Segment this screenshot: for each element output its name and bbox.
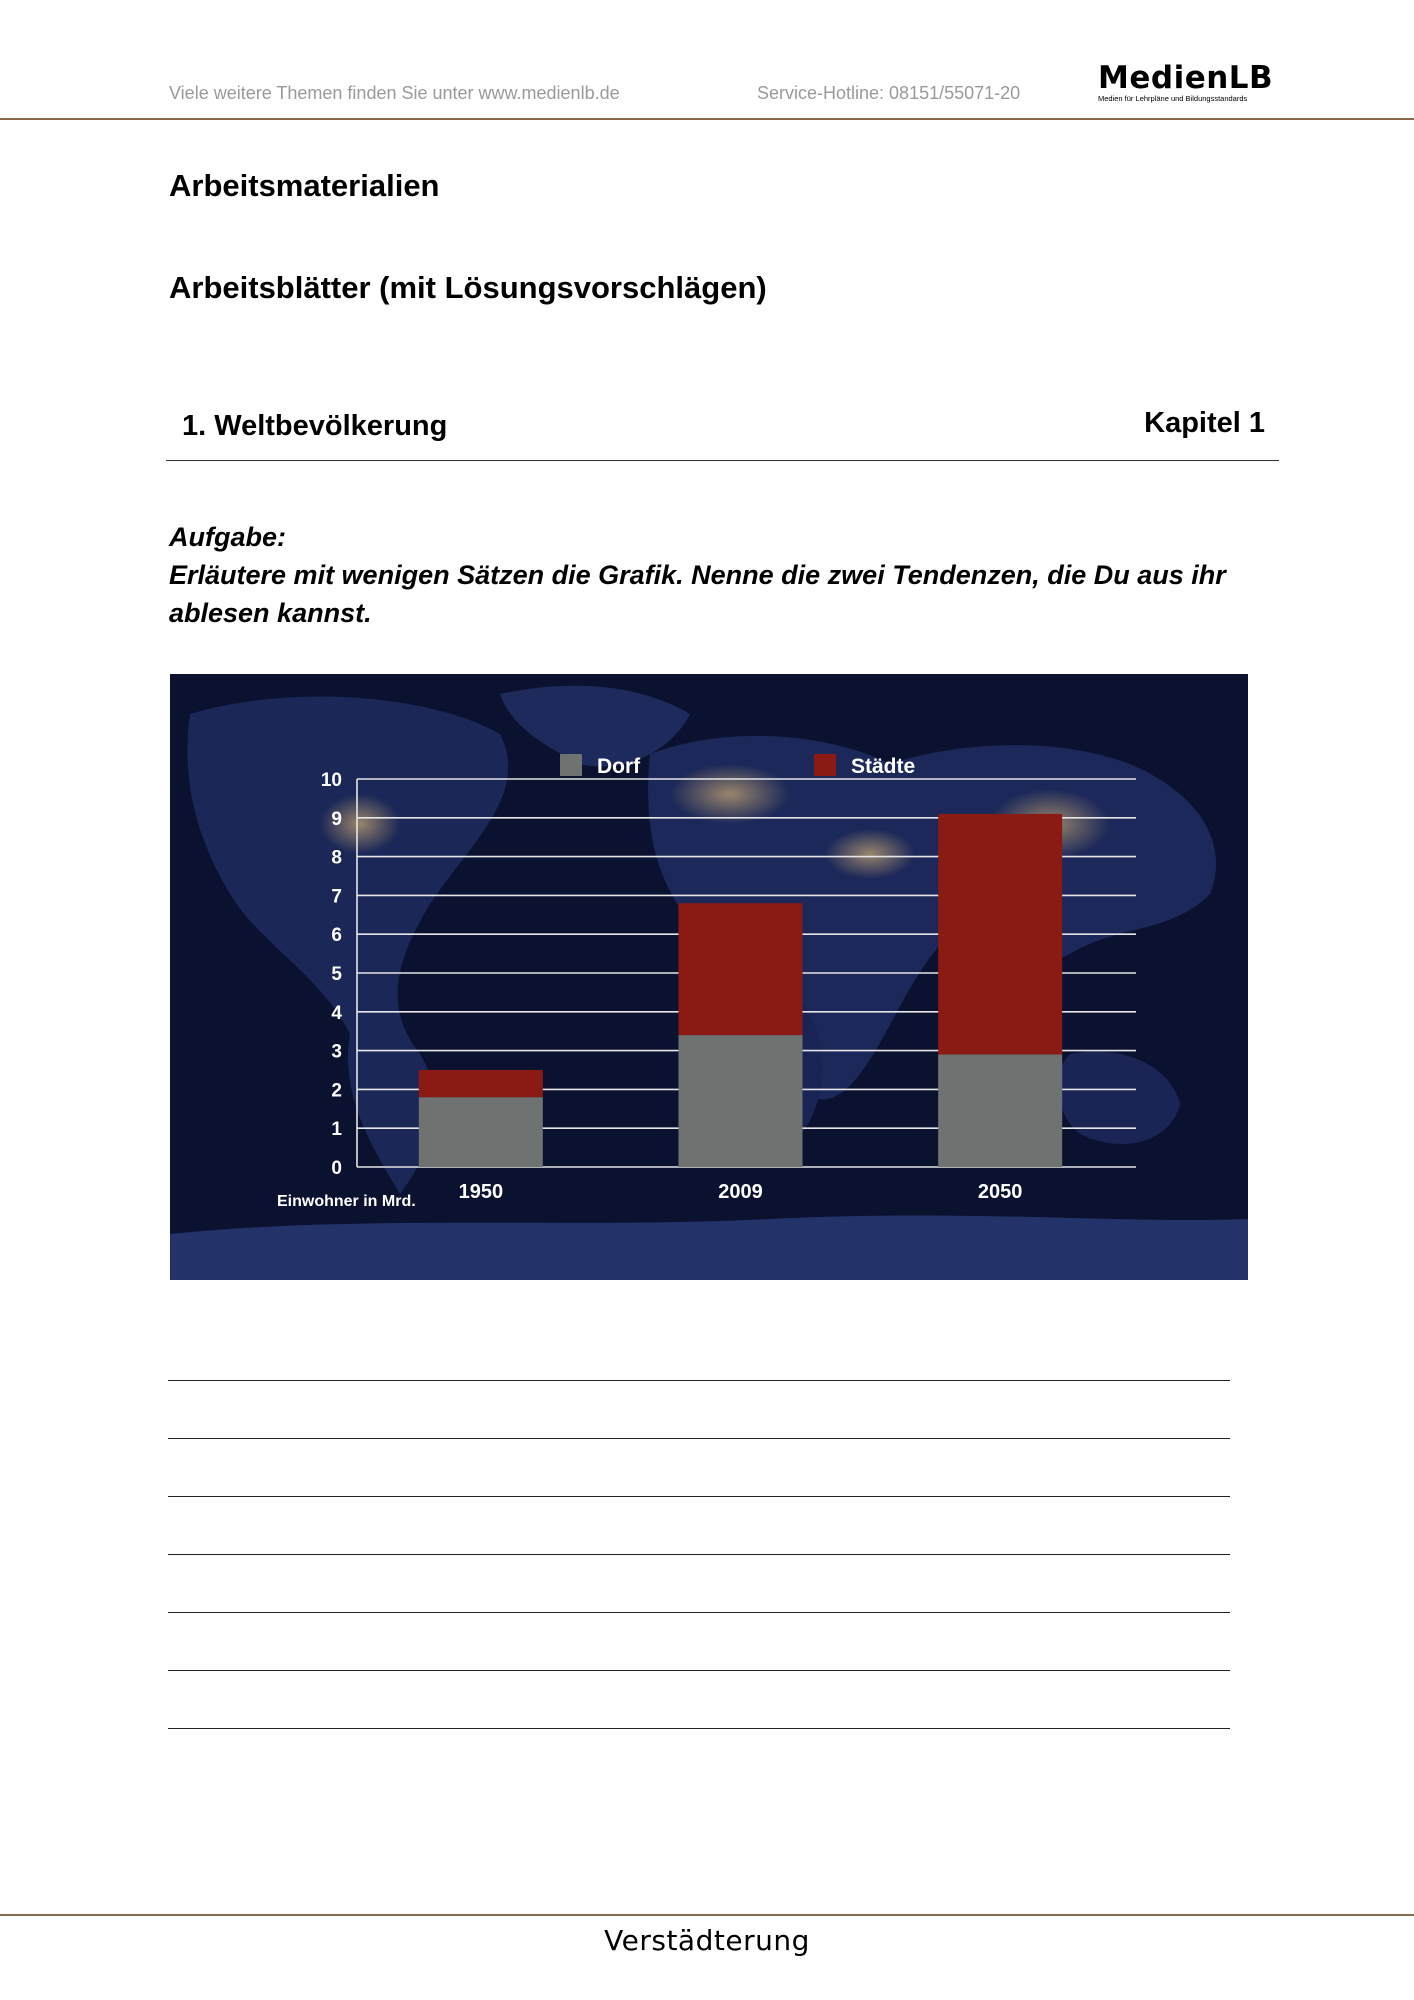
y-tick-label: 9 (331, 808, 342, 830)
bar-segment (419, 1070, 543, 1097)
medienlb-logo (1098, 62, 1290, 103)
legend-label: Dorf (597, 755, 641, 778)
page-header (0, 0, 1414, 120)
logo-tagline: Medien für Lehrpläne und Bildungsstandards (1098, 94, 1248, 103)
y-tick-label: 8 (331, 847, 342, 869)
bar-segment (938, 814, 1062, 1055)
y-tick-label: 3 (331, 1041, 342, 1063)
x-tick-label: 2009 (718, 1181, 763, 1203)
heading-main: Arbeitsmaterialien (169, 168, 440, 203)
answer-line (168, 1613, 1230, 1671)
x-tick-label: 1950 (458, 1181, 504, 1203)
answer-line (168, 1671, 1230, 1729)
bar-segment (938, 1054, 1062, 1167)
y-tick-label: 10 (320, 770, 342, 791)
bar-segment (679, 1035, 803, 1167)
answer-line (168, 1497, 1230, 1555)
bar-segment (679, 903, 803, 1035)
population-chart (170, 674, 1248, 1280)
chart-svg (170, 674, 1248, 1280)
chapter-title: 1. Weltbevölkerung (182, 410, 448, 442)
y-tick-label: 5 (331, 964, 342, 985)
answer-line (168, 1555, 1230, 1613)
page-footer (0, 1914, 1414, 1957)
chapter-row (166, 404, 1279, 461)
header-site-text: Viele weitere Themen finden Sie unter www.medienlb.de (169, 83, 620, 103)
legend-label: Städte (851, 755, 916, 778)
task-text: Erläutere mit wenigen Sätzen die Grafik. Nenne die zwei Tendenzen, die Du aus ihr ablesen kannst. (169, 560, 1226, 628)
footer-text: Verstädterung (604, 1924, 810, 1957)
y-tick-label: 2 (331, 1080, 342, 1102)
legend-swatch (560, 754, 582, 776)
y-tick-label: 0 (331, 1158, 342, 1179)
header-hotline-text: Service-Hotline: 08151/55071-20 (757, 83, 1021, 103)
chapter-label: Kapitel 1 (1144, 407, 1265, 439)
bar-segment (419, 1097, 543, 1167)
answer-line (168, 1439, 1230, 1497)
chart-unit-label: Einwohner in Mrd. (277, 1193, 416, 1210)
legend-swatch (814, 754, 836, 776)
task-label: Aufgabe: (169, 522, 286, 552)
x-tick-label: 2050 (977, 1181, 1023, 1203)
y-tick-label: 7 (331, 886, 342, 908)
answer-line (168, 1381, 1230, 1439)
y-tick-label: 6 (331, 925, 342, 947)
task-block (169, 518, 1289, 632)
heading-sub: Arbeitsblätter (mit Lösungsvorschlägen) (169, 270, 767, 305)
y-tick-label: 1 (331, 1119, 342, 1141)
y-tick-label: 4 (331, 1002, 342, 1024)
logo-brand: MedienLB (1098, 60, 1274, 96)
header-rule (0, 118, 1414, 120)
answer-lines (168, 1380, 1230, 1729)
footer-rule (0, 1914, 1414, 1916)
